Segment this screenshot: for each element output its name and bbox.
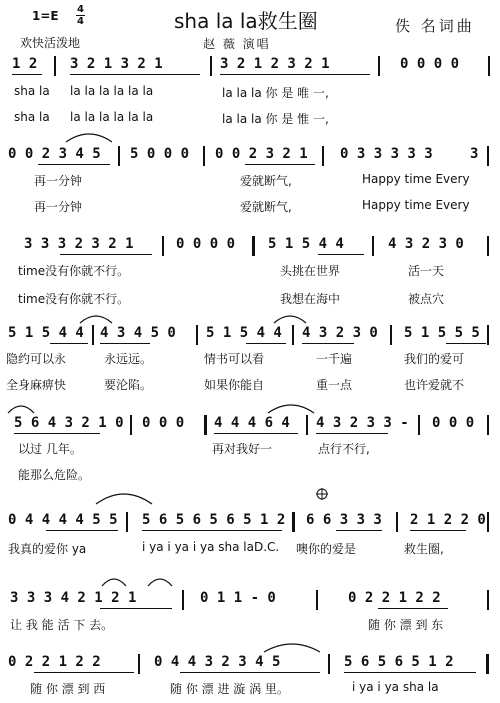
- measure-notes: 5 6 5 6 5 6 5 1 2: [142, 512, 286, 528]
- measure-notes: 0 1 1 - 0: [200, 590, 276, 606]
- notation-line-2: [0, 146, 500, 168]
- measure-notes: 3 3 3 4 2 1 2 1: [10, 590, 137, 606]
- notation-line-6: [0, 512, 500, 534]
- measure-notes: 5 1 5 4 4: [268, 236, 344, 252]
- tempo-style: 欢快活泼地: [20, 36, 81, 50]
- measure-notes: 0 0 2 3 2 1: [215, 146, 308, 162]
- notation-line-8: [0, 654, 500, 676]
- measure-notes: 4 3 2 3 0: [388, 236, 464, 252]
- measure-notes: 0 0 0 0: [176, 236, 236, 252]
- measure-notes: 0 3 3 3 3 3: [340, 146, 433, 162]
- time-signature-numerator: 4: [77, 4, 84, 15]
- measure-notes: 3: [470, 146, 479, 162]
- measure-notes: 0 2 2 1 2 2: [348, 590, 441, 606]
- time-signature: [76, 5, 85, 26]
- sheet-music-page: 1=E 4 4 欢快活泼地 sha la la救生圈 赵 薇 演唱 佚 名词曲 1 2 3 2 1 3 2 1 3 2 1 2 3 2 1 0 0 0 0 sha la la la la la la la la la la 你 是 唯 一, sha la la la la la la la la la la 你 是 惟 一, 0 0 2 3 4 5 5 0 0 0 0 0 2 3 2 1 0 3 3 3 3 3 3 再一分钟 爱就断气, Happy time Every 再一分钟 爱就断气, Happy time Every 3 3 3 2 3 2 1 0 0 0 0 5 1 5 4 4 4 3 2 3 0 time没有你就不行。 头挑在世界 活一天 time没有你就不行。 我想在海中 被点穴 5 1 5 4 4 4 3 4 5 0 5 1 5 4 4 4 3 2 3 0 5 1 5 5 5 隐约可以永 永远远。 情书可以看 一千遍 我们的爱可 全身麻痹快 要沦陷。 如果你能自 重一点 也许爱就不 5 6 4 3 2 1 0 0 0 0 4 4 4 6 4 4 3 2 3 3 - 0 0 0 以过 几年。 再对我好一 点行不行, 能那么危险。 0 4 4 4 4 5 5 5 6 5 6 5 6 5 1 2 6 6 3 3 3 2 1 2 2 0 我真的爱你 ya i ya i ya i ya sha laD.C. 噢你的爱是 救生圈, 3 3 3 4 2 1 2 1 0 1 1 - 0 0 2 2 1 2 2 让 我 能 活 下 去。 随 你 漂 到 东 0 2 2 1 2 2 0 4 4 3 2 3 4 5 5 6 5 6 5 1 2 随 你 漂 到 西 随 你 漂 进 漩 涡 里。 i ya i ya sha la: [0, 0, 500, 703]
- measure-notes: 0 0 0: [432, 415, 475, 431]
- measure-notes: 0 2 2 1 2 2: [8, 654, 101, 670]
- measure-notes: 1 2: [12, 56, 38, 72]
- measure-notes: 5 1 5 4 4: [8, 325, 84, 341]
- measure-notes: 5 1 5 5 5: [404, 325, 480, 341]
- measure-notes: 5 6 4 3 2 1 0: [14, 415, 124, 431]
- notation-line-3: [0, 236, 500, 258]
- measure-notes: 4 3 2 3 0: [302, 325, 378, 341]
- measure-notes: 4 3 4 5 0: [100, 325, 176, 341]
- measure-notes: 0 4 4 3 2 3 4 5: [154, 654, 281, 670]
- measure-notes: 0 4 4 4 4 5 5: [8, 512, 118, 528]
- notation-line-7: [0, 590, 500, 612]
- notation-line-4: [0, 325, 500, 347]
- singer-credit: 赵 薇 演唱: [203, 37, 271, 51]
- measure-notes: 4 3 2 3 3 -: [316, 415, 409, 431]
- key-signature: 1=E: [32, 9, 59, 23]
- measure-notes: 0 0 0: [142, 415, 185, 431]
- measure-notes: 0 0 2 3 4 5: [8, 146, 101, 162]
- measure-notes: 0 0 0 0: [400, 56, 460, 72]
- measure-notes: 3 3 3 2 3 2 1: [24, 236, 134, 252]
- measure-notes: 4 4 4 6 4: [214, 415, 290, 431]
- measure-notes: 3 2 1 2 3 2 1: [220, 56, 330, 72]
- measure-notes: 5 0 0 0: [130, 146, 190, 162]
- measure-notes: 5 1 5 4 4: [206, 325, 282, 341]
- notation-line-5: [0, 415, 500, 437]
- time-signature-denominator: 4: [77, 16, 84, 27]
- measure-notes: 3 2 1 3 2 1: [70, 56, 163, 72]
- notation-line-1: [0, 56, 500, 78]
- composer-credit: 佚 名词曲: [395, 17, 475, 35]
- measure-notes: 2 1 2 2 0: [410, 512, 486, 528]
- measure-notes: 5 6 5 6 5 1 2: [344, 654, 454, 670]
- song-title: sha la la救生圈: [174, 9, 318, 33]
- measure-notes: 6 6 3 3 3: [306, 512, 382, 528]
